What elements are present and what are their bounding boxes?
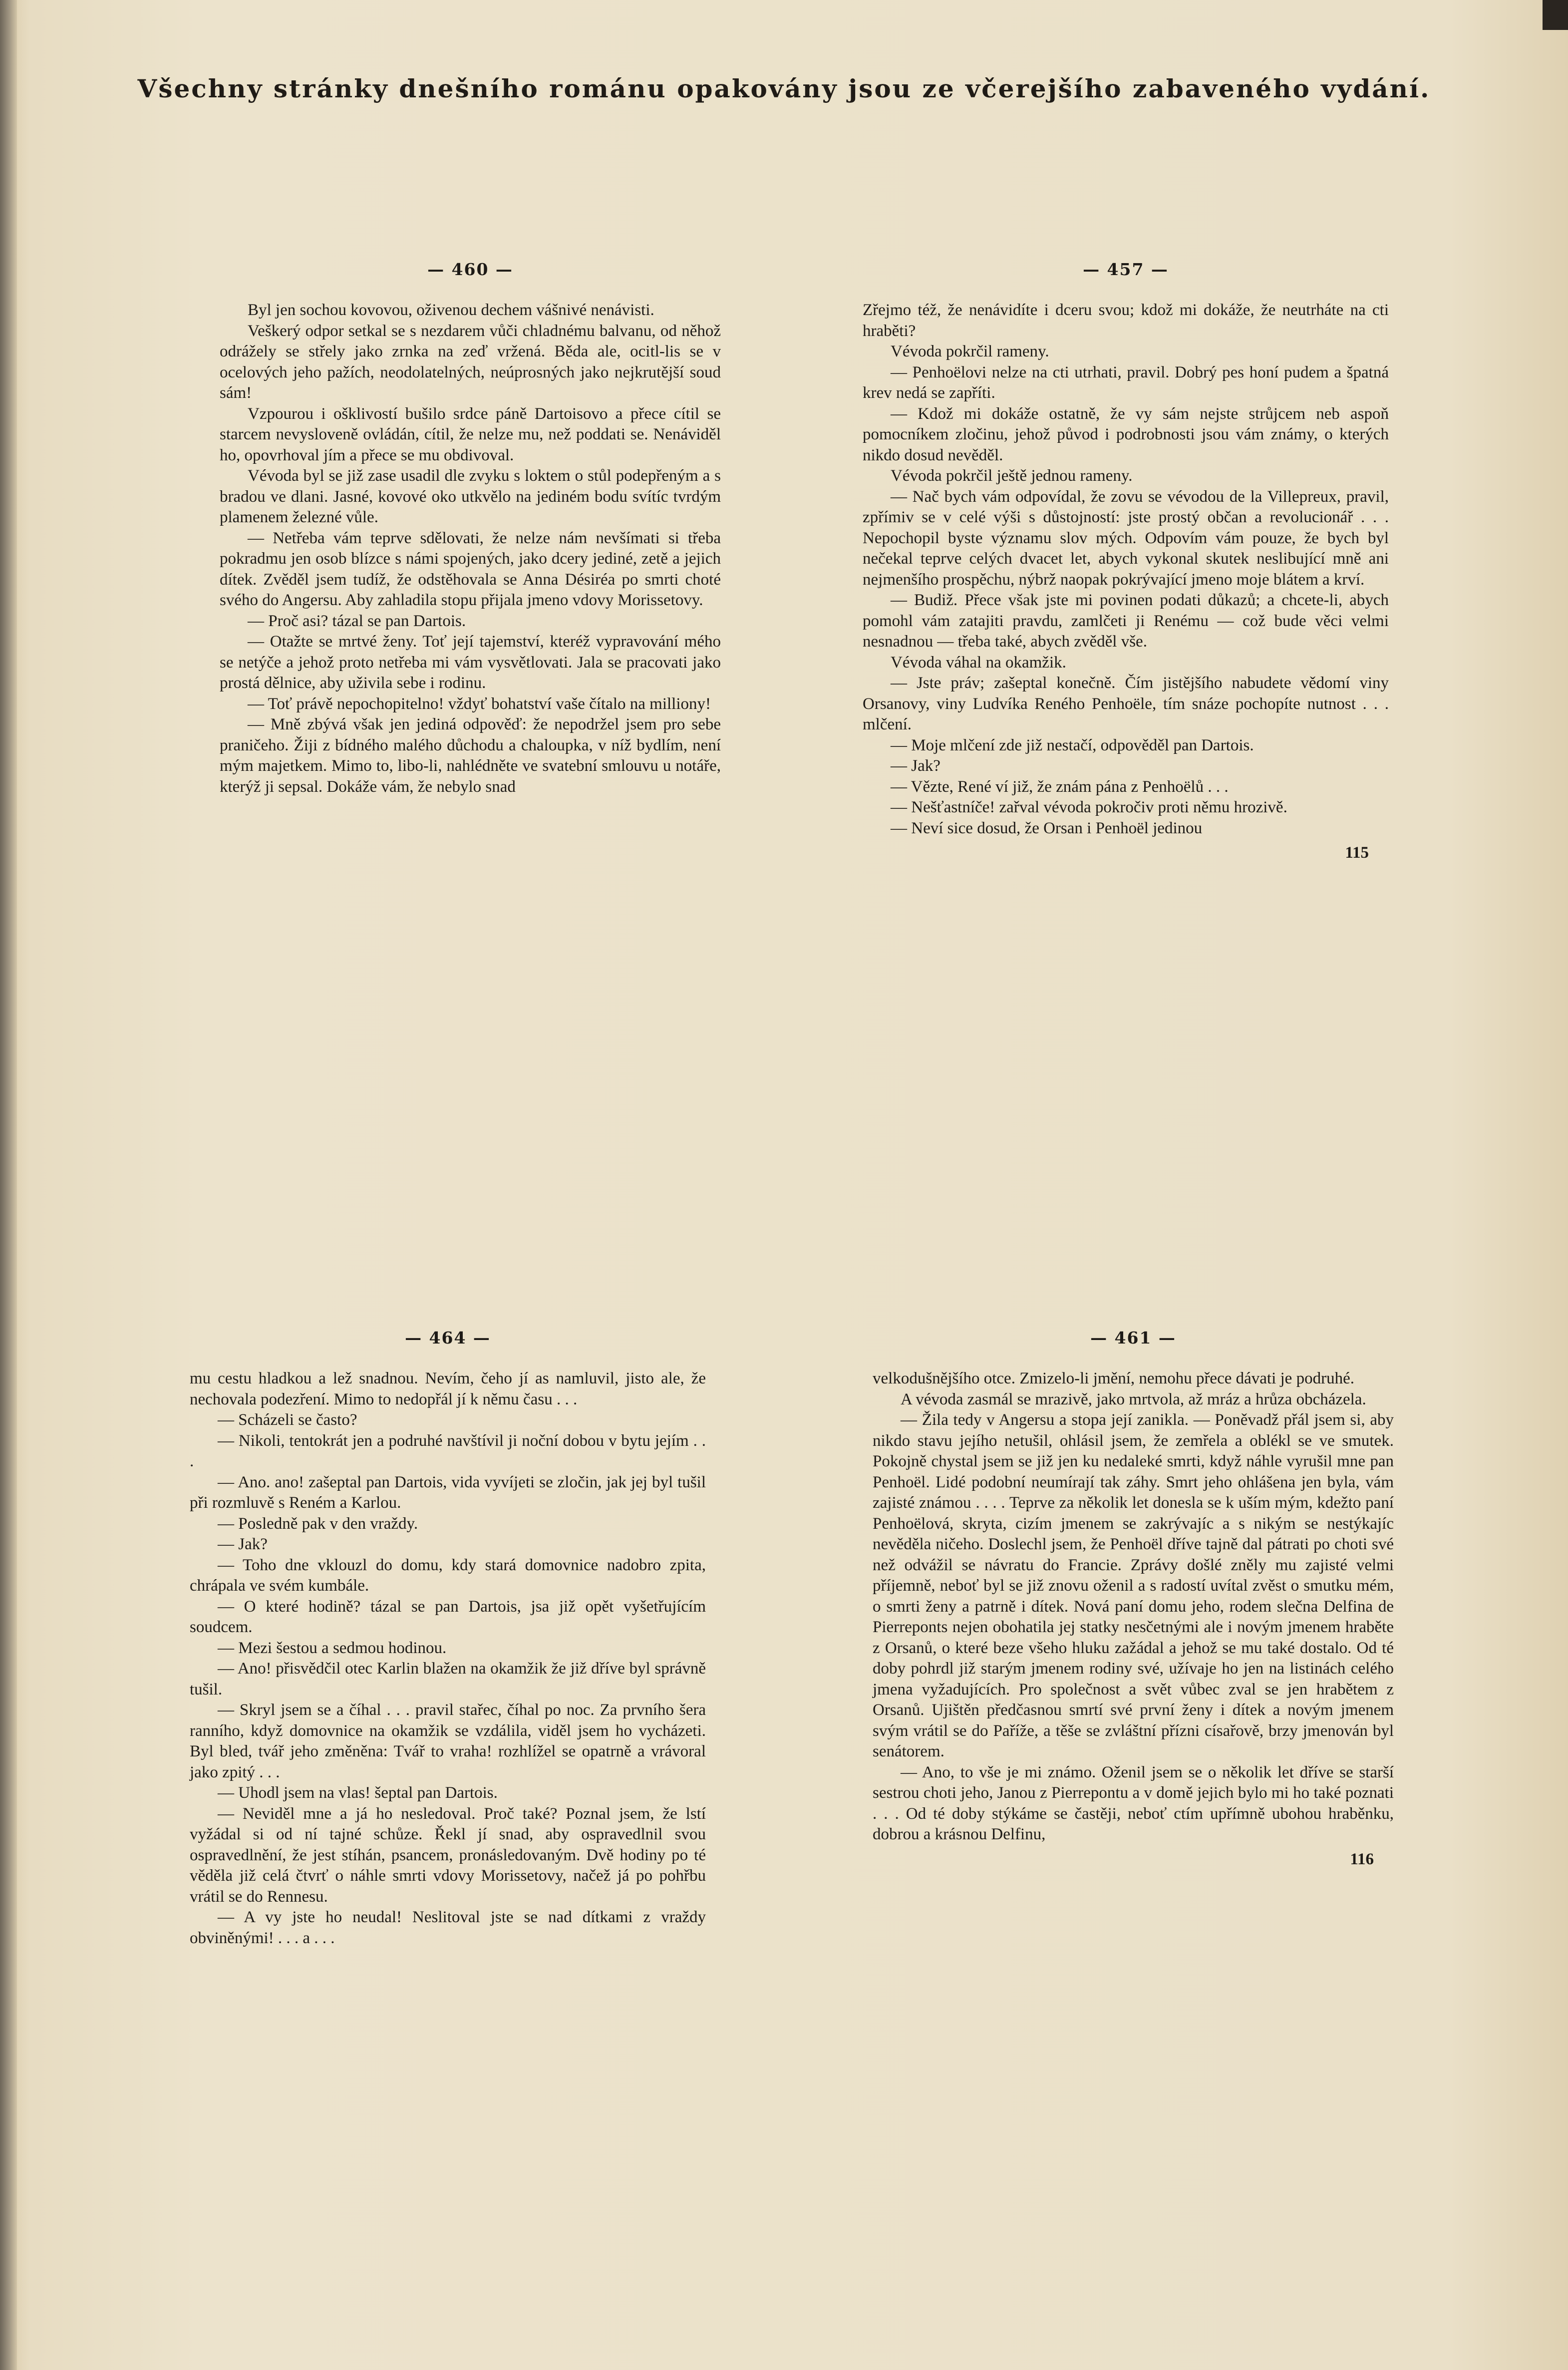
paragraph: Vévoda váhal na okamžik. <box>891 653 1066 672</box>
paragraph: Byl jen sochou kovovou, oživenou dechem vášnivé nenávisti. <box>248 301 654 319</box>
page-457 <box>863 260 1389 862</box>
paragraph: — Budiž. Přece však jste mi povinen podati důkazů; a chcete-li, abych pomohl vám zatajiti pravdu, zamlčeti ji Renému — což bude věci velmi nesnadnou — třeba také, abych zvěděl vše. <box>863 591 1389 651</box>
paragraph: A vévoda zasmál se mrazivě, jako mrtvola, až mráz a hrůza obcházela. <box>901 1390 1366 1408</box>
paragraph: — Ano! přisvědčil otec Karlin blažen na okamžik že již dříve byl správně tušil. <box>190 1660 706 1698</box>
paragraph: — Skryl jsem se a číhal . . . pravil stařec, číhal po noc. Za prvního šera ranního, když domovnice na okamžik se vzdálila, viděl jsem ho vycházeti. Byl bled, tvář jeho změněna: Tvář to vraha! rozhlížel se opatrně a vrávoral jako zpitý . . . <box>190 1701 706 1781</box>
page-body <box>873 1368 1394 1845</box>
paragraph: Vévoda pokrčil rameny. <box>891 342 1049 360</box>
paragraph: — Kdož mi dokáže ostatně, že vy sám nejste strůjcem neb aspoň pomocníkem zločinu, jehož původ i podrobnosti jsou vám známy, o kterých nikdo dosud nevěděl. <box>863 404 1389 464</box>
paragraph: mu cestu hladkou a lež snadnou. Nevím, čeho jí as namluvil, jisto ale, že nechovala podezření. Mimo to nedopřál jí k němu času . . . <box>190 1369 706 1408</box>
page-header: Všechny stránky dnešního románu opakovány jsou ze včerejšího zabaveného vydání. <box>137 74 1431 103</box>
paragraph: — O které hodině? tázal se pan Dartois, jsa již opět vyšetřujícím soudcem. <box>190 1597 706 1636</box>
dark-corner <box>1543 0 1568 30</box>
paragraph: — Scházeli se často? <box>218 1411 357 1429</box>
paragraph: — Ano. ano! zašeptal pan Dartois, vida vyvíjeti se zločin, jak jej byl tušil při rozmluvě s Reném a Karlou. <box>190 1473 706 1512</box>
page-footer-number: 116 <box>1350 1850 1374 1868</box>
paragraph: — Toho dne vklouzl do domu, kdy stará domovnice nadobro zpita, chrápala ve svém kumbále. <box>190 1556 706 1595</box>
paragraph: — Jste práv; zašeptal konečně. Čím jistějšího nabudete vědomí viny Orsanovy, viny Ludvíka Reného Penhoële, tím snáze pochopíte nutnost . . . mlčení. <box>863 674 1389 733</box>
paragraph: — Nešťastníče! zařval vévoda pokročiv proti němu hrozivě. <box>891 798 1287 816</box>
paragraph: — Ano, to vše je mi známo. Oženil jsem se o několik let dříve se starší sestrou choti jeho, Janou z Pierrepontu a v domě jejich bylo mi ho také poznati . . . Od té doby stýkáme se častěji, neboť ctím upřímně ubohou hraběnku, dobrou a krásnou Delfinu, <box>873 1763 1394 1843</box>
paragraph: — Jak? <box>891 757 941 775</box>
paragraph: — Otažte se mrtvé ženy. Toť její tajemství, kteréž vypravování mého se netýče a jehož proto netřeba mi vám vysvětlovati. Jala se pracovati jako prostá dělnice, aby uživila sebe i rodinu. <box>220 633 721 692</box>
paragraph: Vévoda byl se již zase usadil dle zvyku s loktem o stůl podepřeným a s bradou ve dlani. Jasné, kovové oko utkvělo na jediném bodu svítíc tvrdým plamenem železné vůle. <box>220 467 721 526</box>
paragraph: Vévoda pokrčil ještě jednou rameny. <box>891 467 1133 485</box>
paragraph: — Moje mlčení zde již nestačí, odpověděl pan Dartois. <box>891 736 1254 754</box>
paragraph: — Penhoëlovi nelze na cti utrhati, pravil. Dobrý pes honí pudem a špatná krev nedá se zapříti. <box>863 363 1389 402</box>
paragraph: — Toť právě nepochopitelno! vždyť bohatství vaše čítalo na milliony! <box>248 694 711 713</box>
page-460 <box>220 260 721 797</box>
paragraph: Vzpourou i ošklivostí bušilo srdce páně Dartoisovo a přece cítil se starcem nevysloveně ovládán, cítil, že nelze mu, než poddati se. Nenáviděl ho, opovrhoval jím a přece se mu obdivoval. <box>220 404 721 464</box>
page-461 <box>873 1328 1394 1869</box>
page-footer-number: 115 <box>1345 844 1369 862</box>
page-number: — 460 — <box>427 260 513 279</box>
page-body <box>863 300 1389 839</box>
paragraph: velkodušnějšího otce. Zmizelo-li jmění, nemohu přece dávati je podruhé. <box>873 1369 1354 1387</box>
paragraph: Veškerý odpor setkal se s nezdarem vůči chladnému balvanu, od něhož odrážely se střely jako zrnka na zeď vržená. Běda ale, ocitl-lis se v ocelových jeho pažích, neodolatelných, neúprosných jako nejkrutější soud sám! <box>220 322 721 402</box>
paragraph: — Mně zbývá však jen jediná odpověď: že nepodržel jsem pro sebe praničeho. Žiji z bídného malého důchodu a chaloupka, v níž bydlím, není mým majetkem. Mimo to, libo-li, nahlédněte ve svatební smlouvu u notáře, kterýž ji sepsal. Dokáže vám, že nebylo snad <box>220 715 721 796</box>
book-spine-edge <box>0 0 17 2370</box>
paragraph: Zřejmo též, že nenávidíte i dceru svou; kdož mi dokáže, že neutrháte na cti hraběti? <box>863 301 1389 340</box>
page-number: — 461 — <box>1090 1328 1176 1348</box>
paragraph: — Jak? <box>218 1535 268 1553</box>
paragraph: — Vězte, René ví již, že znám pána z Penhoëlů . . . <box>891 777 1229 796</box>
page-body <box>220 300 721 797</box>
paragraph: — Žila tedy v Angersu a stopa její zanikla. — Poněvadž přál jsem si, aby nikdo stavu jejího netušil, ohlásil jsem, že zemřela a oblékl se ve smutek. Pokojně chystal jsem se již jen ku nedaleké smrti, když náhle vyrušil mne pan Penhoël. Lidé podobní neumírají tak záhy. Smrt jeho ohlášena jen byla, vám zajisté známou . . . . Teprve za několik let donesla se k uším mým, kdežto paní Penhoëlová, skryta, cizím jmenem se zakrývajíc a s nikým se nestýkajíc nevěděla ničeho. Doslechl jsem, že Penhoël dříve tajně dal pátrati po choti své než odvážil se návratu do Francie. Zprávy došlé zněly mu zajisté velmi příjemně, neboť byl se již znovu oženil a s radostí uvítal zvěst o smutku mém, o smrti ženy a patrně i dítek. Nová paní domu jeho, rodem slečna Delfina de Pierreponts nejen obohatila jej statky nesčetnými ale i novým jmenem hraběte z Orsanů, o které beze všeho hluku zažádal a jehož se mu také dostalo. Od té doby pohrdl již starým jmenem rodiny své, užívaje ho jen na listinách celého jmena vyžadujících. Pro společnost a svět vůbec zval se jen hrabětem z Orsanů. Ujištěn předčasnou smrtí své první ženy i dítek a novým jmenem svým vrátil se do Paříže, a těše se zvláštní přízni císařově, brzy jmenován byl senátorem. <box>873 1411 1394 1760</box>
paragraph: — Neví sice dosud, že Orsan i Penhoël jedinou <box>891 819 1203 837</box>
page-number: — 464 — <box>405 1328 491 1348</box>
paragraph: — Nikoli, tentokrát jen a podruhé navštívil ji noční dobou v bytu jejím . . . <box>190 1431 706 1470</box>
paragraph: — Neviděl mne a já ho nesledoval. Proč také? Poznal jsem, že lstí vyžádal si od ní tajné schůze. Řekl jí snad, aby ospravedlnil svou ospravedlnění, že jest stíhán, psancem, pronásledovaným. Dvě hodiny po té věděla již celá čtvrť o náhle smrti vdovy Morissetovy, načež já po pohřbu vrátil se do Rennesu. <box>190 1804 706 1906</box>
paragraph: — Posledně pak v den vraždy. <box>218 1514 418 1533</box>
page-464 <box>190 1328 706 1949</box>
paragraph: — Uhodl jsem na vlas! šeptal pan Dartois. <box>218 1784 498 1802</box>
paragraph: — Netřeba vám teprve sdělovati, že nelze nám nevšímati si třeba pokradmu jen osob blízce s námi spojených, jako dcery jediné, zetě a jejich dítek. Zvěděl jsem tudíž, že odstěhovala se Anna Désiréa po smrti choté svého do Angersu. Aby zahladila stopu přijala jmeno vdovy Morissetovy. <box>220 529 721 609</box>
page-number: — 457 — <box>1083 260 1169 279</box>
paragraph: — Proč asi? tázal se pan Dartois. <box>248 612 466 630</box>
paragraph: — A vy jste ho neudal! Neslitoval jste se nad dítkami z vraždy obviněnými! . . . a . . . <box>190 1908 706 1947</box>
page-body <box>190 1368 706 1949</box>
paragraph: — Nač bych vám odpovídal, že zovu se vévodou de la Villepreux, pravil, zpřímiv se v celé výši s důstojností: jste prostý občan a revolucionář . . . Nepochopil byste významu slov mých. Odpovím vám pouze, že bych byl nečekal teprve celých dvacet let, abych vykonal skutek neslibující mně ani nejmenšího prospěchu, nýbrž naopak pokrývající jmeno moje blátem a krví. <box>863 487 1389 589</box>
paragraph: — Mezi šestou a sedmou hodinou. <box>218 1639 447 1657</box>
